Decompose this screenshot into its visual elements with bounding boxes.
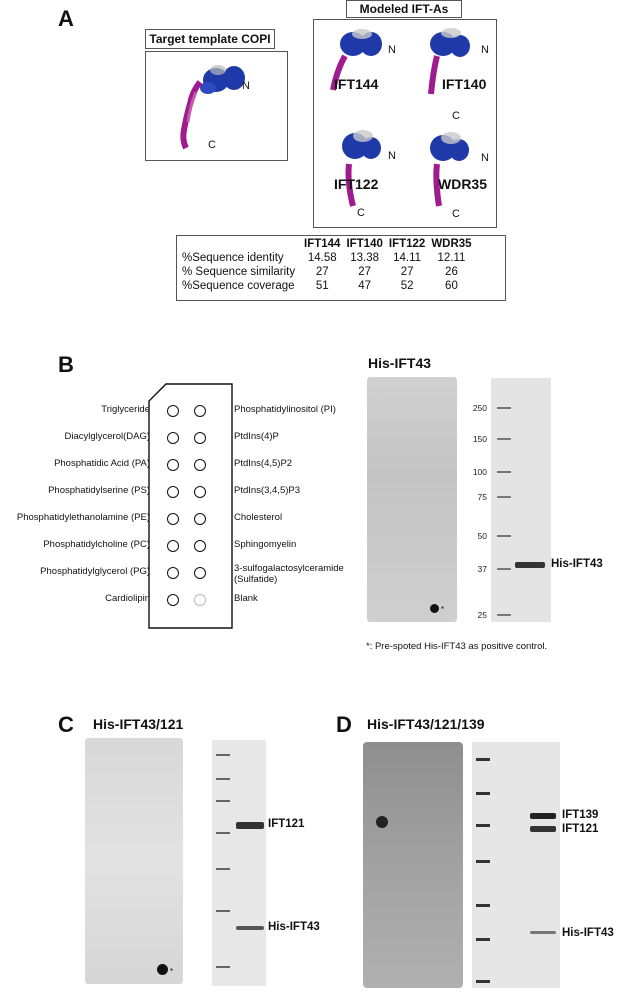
table-cell: %Sequence identity — [182, 252, 284, 264]
panel-c-letter: C — [58, 712, 74, 737]
table-cell: 27 — [315, 266, 329, 278]
ift144-label: IFT144 — [334, 76, 379, 92]
lipid-right-label: Blank — [234, 593, 258, 604]
membrane-spot — [376, 816, 388, 828]
ladder-label: 37 — [477, 564, 487, 574]
ladder-label: 75 — [477, 492, 487, 502]
table-cell: 26 — [445, 266, 458, 278]
lipid-spot — [167, 513, 179, 525]
table-cell: 14.58 — [307, 252, 337, 264]
ladder-band — [476, 980, 490, 983]
his-ift43-band — [236, 926, 264, 930]
ladder-band — [476, 938, 490, 941]
panel-c-membrane — [85, 738, 183, 984]
table-row — [179, 265, 475, 279]
ladder-band — [476, 792, 490, 795]
copi-structure-image — [146, 52, 287, 160]
lipid-spot — [167, 459, 179, 471]
ladder-band — [216, 910, 230, 912]
ift144-n-label: N — [388, 44, 396, 56]
table-header-row — [179, 237, 475, 251]
panel-c-his-ift43-label: His-IFT43 — [268, 921, 320, 933]
ift121-band — [236, 822, 264, 829]
lipid-spot — [167, 540, 179, 552]
ladder-band — [497, 407, 511, 409]
ladder-label: 25 — [477, 610, 487, 620]
positive-control-star: * — [441, 605, 445, 614]
lipid-left-label: Phosphatidylserine (PS) — [48, 485, 150, 496]
ladder-band — [497, 438, 511, 440]
panel-b-letter: B — [58, 352, 74, 377]
ladder-band — [476, 824, 490, 827]
ladder-band — [476, 758, 490, 761]
table-cell: 27 — [400, 266, 414, 278]
template-c-label: C — [208, 139, 216, 151]
panel-c-blot-title: His-IFT43/121 — [93, 716, 184, 732]
lipid-left-label: Phosphatidylglycerol (PG) — [40, 566, 150, 577]
panel-d-his-ift43-label: His-IFT43 — [562, 927, 614, 939]
lipid-left-label: Phosphatidylcholine (PC) — [43, 539, 150, 550]
ift122-n-label: N — [388, 150, 396, 162]
lipid-right-label: PtdIns(4)P — [234, 431, 279, 442]
table-header: IFT122 — [388, 238, 426, 250]
ladder-band — [216, 800, 230, 802]
lipid-right-label: 3-sulfogalactosylceramide (Sulfatide) — [234, 563, 344, 585]
table-header — [179, 237, 301, 251]
panel-d-letter: D — [336, 712, 352, 737]
lipid-spot — [194, 459, 206, 471]
lipid-spot — [167, 432, 179, 444]
blank-spot — [194, 594, 206, 606]
panel-d-ift139-label: IFT139 — [562, 809, 599, 821]
positive-control-spot — [157, 964, 168, 975]
table-cell: 52 — [400, 280, 414, 292]
table-cell: %Sequence coverage — [182, 280, 295, 292]
table-header: IFT140 — [346, 238, 383, 250]
wdr35-c-label: C — [452, 208, 460, 220]
panel-b-gel — [491, 378, 551, 622]
ift122-label: IFT122 — [334, 176, 379, 192]
panel-c-gel — [212, 740, 266, 986]
table-cell: % Sequence similarity — [182, 266, 296, 278]
ladder-band — [497, 535, 511, 537]
table-cell: 13.38 — [350, 252, 380, 264]
lipid-left-label: Triglyceride — [101, 404, 150, 415]
ladder-band — [497, 471, 511, 473]
table-cell: 60 — [445, 280, 458, 292]
sequence-table — [176, 235, 506, 301]
ift122-c-label: C — [357, 207, 365, 219]
table-header: WDR35 — [431, 238, 472, 250]
panel-d-ift121-label: IFT121 — [562, 823, 599, 835]
wdr35-label: WDR35 — [438, 176, 488, 192]
his-ift43-band — [515, 562, 545, 568]
lipid-left-label: Phosphatidylethanolamine (PE) — [16, 512, 150, 523]
ladder-band — [497, 568, 511, 570]
ift140-n-label: N — [481, 44, 489, 56]
lipid-spot — [194, 486, 206, 498]
ladder-band — [476, 904, 490, 907]
lipid-left-label: Phosphatidic Acid (PA) — [54, 458, 150, 469]
template-n-label: N — [242, 80, 250, 92]
lipid-spot — [167, 594, 179, 606]
lipid-strip-outline — [148, 383, 234, 629]
his-ift43-band — [530, 931, 556, 934]
ift121-band — [530, 826, 556, 832]
lipid-spot — [194, 432, 206, 444]
template-title: Target template COPI — [145, 29, 275, 49]
panel-c-ift121-label: IFT121 — [268, 818, 305, 830]
table-cell: 27 — [358, 266, 372, 278]
table-cell: 47 — [358, 280, 372, 292]
ladder-label: 150 — [472, 434, 487, 444]
panel-d-membrane — [363, 742, 463, 988]
table-cell: 51 — [315, 280, 329, 292]
ladder-label: 100 — [472, 467, 487, 477]
ladder-label: 250 — [472, 403, 487, 413]
ladder-band — [216, 832, 230, 834]
ladder-band — [497, 496, 511, 498]
ladder-band — [216, 754, 230, 756]
ift140-label: IFT140 — [442, 76, 487, 92]
lipid-right-label: Sphingomyelin — [234, 539, 297, 550]
lipid-spot — [194, 513, 206, 525]
panel-b-band-label: His-IFT43 — [551, 558, 603, 570]
panel-a-letter: A — [58, 6, 74, 31]
wdr35-n-label: N — [481, 152, 489, 164]
ift139-band — [530, 813, 556, 819]
positive-control-star: * — [170, 967, 174, 976]
table-row — [179, 251, 475, 265]
lipid-right-label: Phosphatidylinositol (PI) — [234, 404, 336, 415]
lipid-spot — [194, 405, 206, 417]
lipid-spot — [167, 486, 179, 498]
ladder-label: 50 — [477, 531, 487, 541]
lipid-spot — [167, 567, 179, 579]
ladder-band — [476, 860, 490, 863]
ladder-band — [216, 868, 230, 870]
ladder-band — [497, 614, 511, 616]
modeled-structures-image — [315, 24, 493, 224]
modeled-title: Modeled IFT-As — [346, 0, 462, 18]
positive-control-spot — [430, 604, 439, 613]
ladder-band — [216, 778, 230, 780]
panel-d-gel — [472, 742, 560, 988]
lipid-spot — [194, 540, 206, 552]
positive-control-note: *: Pre-spoted His-IFT43 as positive control. — [366, 641, 548, 652]
lipid-right-label: PtdIns(4,5)P2 — [234, 458, 293, 469]
table-row — [179, 279, 475, 293]
lipid-left-label: Cardiolipin — [105, 593, 150, 604]
ift140-c-label: C — [452, 110, 460, 122]
lipid-left-label: Diacylglycerol(DAG) — [64, 431, 150, 442]
template-structure-box — [145, 51, 288, 161]
ladder-band — [216, 966, 230, 968]
table-cell: 14.11 — [393, 252, 422, 264]
lipid-right-label: PtdIns(3,4,5)P3 — [234, 485, 301, 496]
panel-b-membrane — [367, 377, 457, 622]
panel-b-blot-title: His-IFT43 — [368, 355, 432, 371]
table-header: IFT144 — [304, 238, 341, 250]
table-cell: 12.11 — [437, 252, 466, 264]
panel-d-blot-title: His-IFT43/121/139 — [367, 716, 485, 732]
lipid-spot — [167, 405, 179, 417]
lipid-spot — [194, 567, 206, 579]
lipid-right-label: Cholesterol — [234, 512, 283, 523]
